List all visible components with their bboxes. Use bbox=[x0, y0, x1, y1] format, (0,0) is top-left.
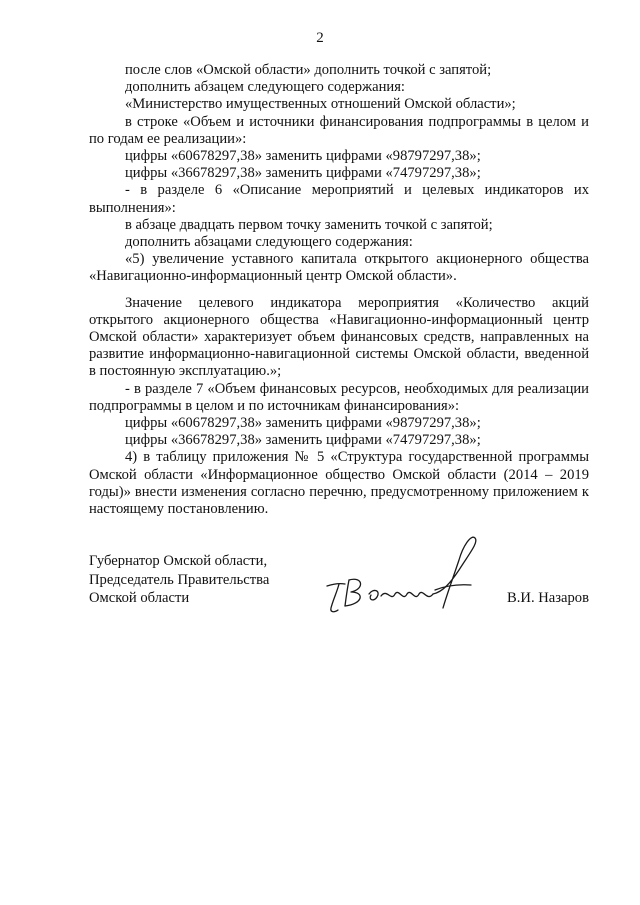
paragraph: дополнить абзацем следующего содержания: bbox=[125, 79, 405, 96]
signatory-title-line: Омской области bbox=[89, 590, 190, 606]
handwritten-signature bbox=[319, 534, 489, 619]
paragraph: цифры «36678297,38» заменить цифрами «74797297,38»; bbox=[125, 165, 481, 182]
paragraph: в абзаце двадцать первом точку заменить точкой с запятой; bbox=[125, 216, 493, 233]
paragraph: - в разделе 7 «Объем финансовых ресурсов, необходимых для реализации подпрограммы в целом и по источникам финансирования»: bbox=[89, 380, 589, 414]
paragraph: цифры «60678297,38» заменить цифрами «98797297,38»; bbox=[125, 415, 481, 432]
paragraph: после слов «Омской области» дополнить точкой с запятой; bbox=[125, 62, 492, 78]
paragraph: «Министерство имущественных отношений Омской области»; bbox=[125, 96, 516, 113]
signature-block bbox=[89, 552, 589, 622]
paragraph: 4) в таблицу приложения № 5 «Структура государственной программы Омской области «Информационное общество Омской области (2014 – 2019 годы)» внести изменения согласно перечню, предусмотренному приложением к настоящему постановлению. bbox=[89, 449, 589, 518]
paragraph: дополнить абзацами следующего содержания: bbox=[125, 234, 413, 251]
signatory-title-line: Председатель Правительства bbox=[89, 571, 270, 588]
paragraph: - в разделе 6 «Описание мероприятий и целевых индикаторов их выполнения»: bbox=[89, 182, 589, 216]
paragraph: в строке «Объем и источники финансирования подпрограммы в целом и по годам ее реализации»: bbox=[89, 113, 589, 147]
paragraph: Значение целевого индикатора мероприятия «Количество акций открытого акционерного общества «Навигационно-информационный центр Омской области» характеризует объем финансовых средств, направленных на развитие информационно-навигационной системы Омской области, введенной в постоянную эксплуатацию.»; bbox=[89, 294, 589, 380]
paragraph: цифры «36678297,38» заменить цифрами «74797297,38»; bbox=[125, 432, 481, 449]
signatory-title bbox=[89, 552, 269, 608]
page-number: 2 bbox=[316, 30, 324, 46]
paragraph: «5) увеличение уставного капитала открытого акционерного общества «Навигационно-информационный центр Омской области». bbox=[89, 251, 589, 285]
document-body bbox=[89, 62, 589, 518]
signatory-name: В.И. Назаров bbox=[507, 590, 589, 606]
signatory-title-line: Губернатор Омской области, bbox=[89, 553, 268, 569]
paragraph: цифры «60678297,38» заменить цифрами «98797297,38»; bbox=[125, 148, 481, 165]
